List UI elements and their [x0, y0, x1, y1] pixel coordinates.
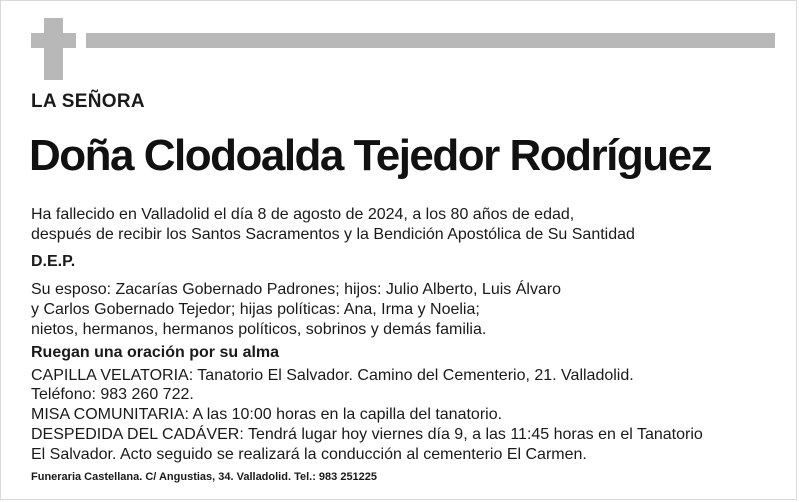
- announcement-line-2: después de recibir los Santos Sacramentos y la Bendición Apostólica de Su Santidad: [31, 226, 635, 243]
- funeral-home-footer: Funeraria Castellana. C/ Angustias, 34. Valladolid. Tel.: 983 251225: [31, 471, 378, 483]
- family-line-3: nietos, hermanos, hermanos políticos, sobrinos y demás familia.: [31, 321, 487, 338]
- header-rule: [86, 33, 775, 48]
- prayer-request: Ruegan una oración por su alma: [31, 344, 280, 361]
- details-line-5: El Salvador. Acto seguido se realizará la conducción al cementerio El Carmen.: [31, 446, 587, 463]
- details-line-3: MISA COMUNITARIA: A las 10:00 horas en la capilla del tanatorio.: [31, 406, 503, 423]
- details-line-4: DESPEDIDA DEL CADÁVER: Tendrá lugar hoy viernes día 9, a las 11:45 horas en el Tanatorio: [31, 426, 703, 443]
- deceased-name: Doña Clodoalda Tejedor Rodríguez: [29, 131, 712, 180]
- details-line-2: Teléfono: 983 260 722.: [31, 386, 194, 403]
- details-line-1: CAPILLA VELATORIA: Tanatorio El Salvador. Camino del Cementerio, 21. Valladolid.: [31, 367, 634, 384]
- cross-vertical-bar: [44, 18, 63, 80]
- honorific: LA SEÑORA: [31, 91, 145, 112]
- announcement-line-1: Ha fallecido en Valladolid el día 8 de agosto de 2024, a los 80 años de edad,: [31, 206, 575, 223]
- family-line-2: y Carlos Gobernado Tejedor; hijas políticas: Ana, Irma y Noelia;: [31, 301, 480, 318]
- cross-horizontal-bar: [31, 33, 76, 48]
- rip-label: D.E.P.: [31, 253, 76, 270]
- family-line-1: Su esposo: Zacarías Gobernado Padrones; hijos: Julio Alberto, Luis Álvaro: [31, 281, 562, 298]
